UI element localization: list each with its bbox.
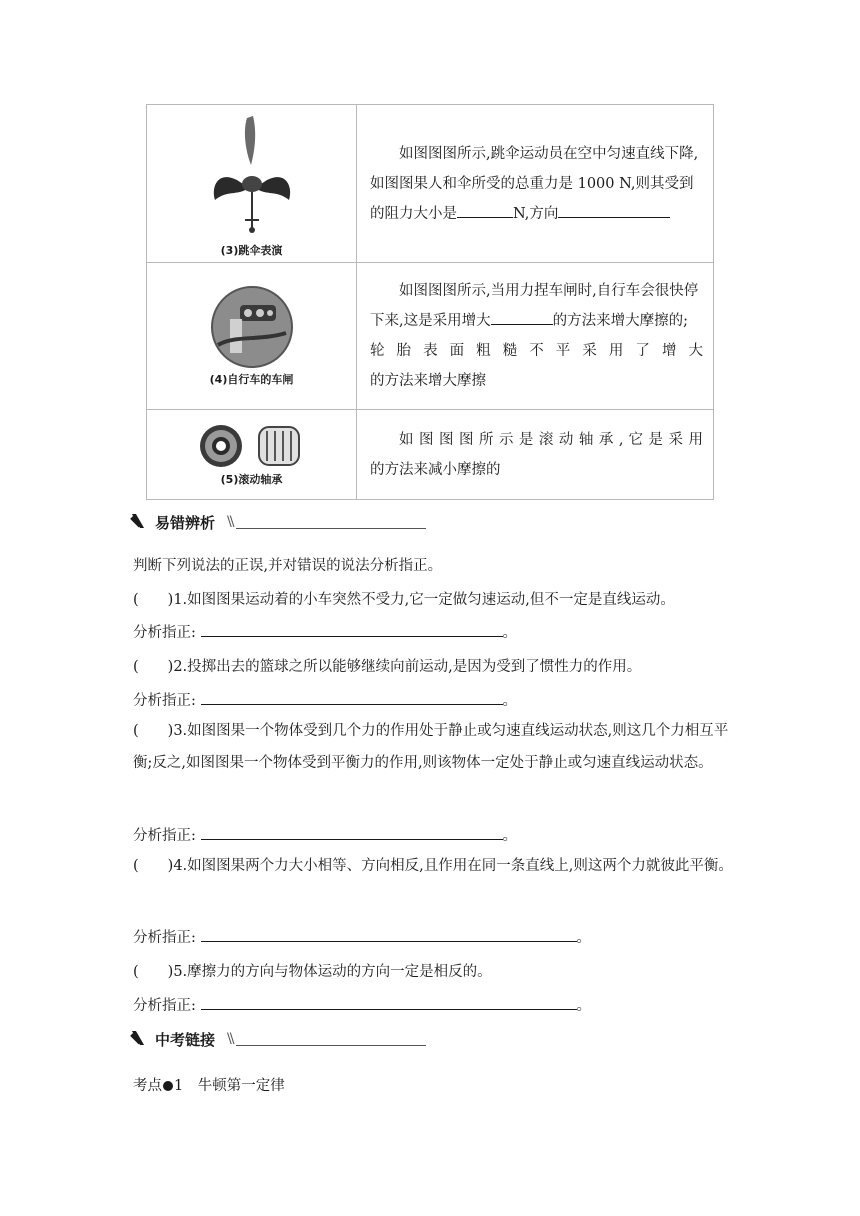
skydiver-illustration [207, 110, 297, 240]
section-slash: \\ [227, 1031, 233, 1047]
bearing-image-cell [147, 410, 357, 500]
text-line: 下来,这是采用增大 的方法来增大摩擦的; [370, 306, 703, 336]
section-rule [236, 1032, 426, 1046]
text-line: 如图图图所示,当用力捏车闸时,自行车会很快停 [399, 283, 699, 299]
row-text [357, 105, 714, 263]
image-caption: (3)跳伞表演 [220, 243, 283, 257]
analysis-answer-blank[interactable] [201, 926, 577, 942]
question-5: ( )5.摩擦力的方向与物体运动的方向一定是相反的。 [133, 964, 492, 980]
bullet-dot-icon [163, 1081, 173, 1091]
section-header-exam-link [133, 1027, 426, 1051]
text-line: 的方法来减小摩擦的 [370, 461, 501, 478]
rolling-bearing-illustration [197, 423, 307, 469]
row-text [357, 410, 714, 500]
section-slash: \\ [227, 514, 233, 530]
answer-paren[interactable]: ( ) [133, 659, 174, 675]
table-row [147, 263, 714, 410]
question-2: ( )2.投掷出去的篮球之所以能够继续向前运动,是因为受到了惯性力的作用。 [133, 659, 642, 675]
image-caption: (4)自行车的车闸 [209, 373, 294, 386]
bike-brake-illustration [210, 285, 294, 369]
friction-table [146, 104, 714, 500]
question-1: ( )1.如图图果运动着的小车突然不受力,它一定做匀速运动,但不一定是直线运动。 [133, 592, 675, 608]
table-row [147, 410, 714, 500]
section-title: 中考链接 [155, 1030, 216, 1049]
analysis-line-2: 分析指正: 。 [133, 689, 517, 710]
analysis-line-3: 分析指正: 。 [133, 824, 517, 845]
row-text [357, 263, 714, 410]
answer-paren[interactable]: ( ) [133, 858, 174, 874]
answer-paren[interactable]: ( ) [133, 592, 174, 608]
question-text: 如图图图所示,跳伞运动员在空中匀速直线下降,如图图果人和伞所受的总重力是 1000 N,则其受到的阻力大小是 [370, 145, 699, 222]
answer-blank[interactable] [457, 203, 513, 218]
analysis-answer-blank[interactable] [201, 824, 503, 840]
image-caption: (5)滚动轴承 [220, 472, 283, 486]
analysis-answer-blank[interactable] [201, 994, 577, 1010]
question-4: ( )4.如图图果两个力大小相等、方向相反,且作用在同一条直线上,则这两个力就彼此平衡。 [133, 858, 733, 874]
analysis-line-5: 分析指正: 。 [133, 994, 591, 1015]
section-marker-icon [133, 1031, 149, 1047]
answer-paren[interactable]: ( ) [133, 964, 174, 980]
bike-brake-image-cell [147, 263, 357, 410]
table-row [147, 105, 714, 263]
skydiver-image-cell [147, 105, 357, 263]
question-text: N,方向 [513, 205, 559, 222]
section-title: 易错辨析 [155, 513, 216, 532]
text-line: 的方法来增大摩擦 [370, 373, 486, 389]
analysis-line-4: 分析指正: 。 [133, 926, 591, 947]
answer-paren[interactable]: ( ) [133, 723, 174, 739]
instructions: 判断下列说法的正误,并对错误的说法分析指正。 [133, 558, 443, 574]
answer-blank[interactable] [491, 310, 553, 325]
text-line: 轮 胎 表 面 粗 糙 不 平 采 用 了 增 大 [370, 343, 703, 359]
analysis-line-1: 分析指正: 。 [133, 621, 517, 642]
analysis-answer-blank[interactable] [201, 689, 503, 705]
kaodian-heading: 考点 1 牛顿第一定律 [133, 1078, 285, 1094]
question-3: ( )3.如图图果一个物体受到几个力的作用处于静止或匀速直线运动状态,则这几个力相互平衡;反之,如图图果一个物体受到平衡力的作用,则该物体一定处于静止或匀速直线运动状态。 [133, 723, 729, 771]
analysis-answer-blank[interactable] [201, 621, 503, 637]
section-rule [236, 515, 426, 529]
text-line: 如 图 图 图 所 示 是 滚 动 轴 承 , 它 是 采 用 [399, 431, 703, 448]
answer-blank[interactable] [558, 203, 670, 218]
section-header-mistakes [133, 510, 426, 534]
section-marker-icon [133, 514, 149, 530]
